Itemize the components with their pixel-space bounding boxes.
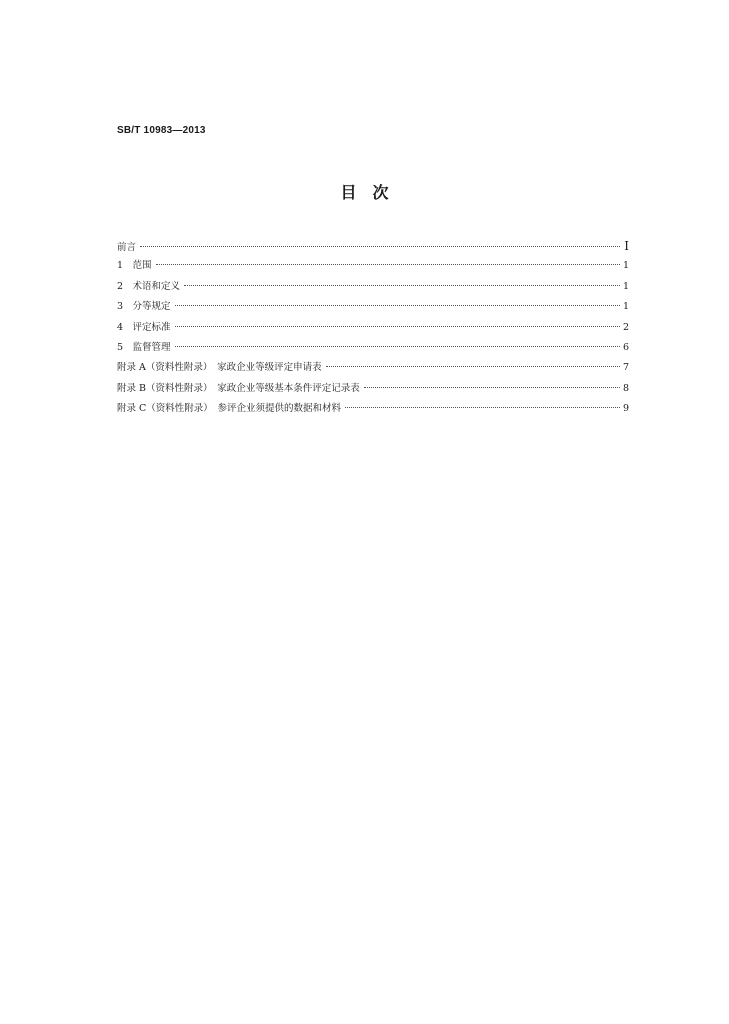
toc-entry-label: 附录 A（资料性附录） 家政企业等级评定申请表 [117, 362, 322, 374]
toc-entry-label: 5 监督管理 [117, 341, 171, 353]
toc-entry-page: 1 [622, 260, 629, 272]
toc-entry-page: 7 [622, 362, 629, 374]
toc-leader-dots [140, 245, 620, 247]
toc-entry-label: 1 范围 [117, 260, 152, 272]
toc-entry-terms[interactable] [117, 277, 629, 297]
toc-entry-label: 2 术语和定义 [117, 280, 181, 292]
toc-entry-page: 2 [622, 321, 629, 333]
toc-entry-page: 6 [622, 341, 629, 353]
toc-entry-label: 附录 C（资料性附录） 参评企业须提供的数据和材料 [117, 403, 342, 415]
toc-leader-dots [326, 365, 620, 367]
toc-entry-page: 1 [622, 301, 629, 313]
toc-entry-annex-c[interactable] [117, 399, 629, 419]
toc-entry-label: 3 分等规定 [117, 301, 171, 313]
toc-entry-page: 1 [622, 280, 629, 292]
toc-entry-supervision[interactable] [117, 338, 629, 358]
toc-leader-dots [156, 263, 620, 265]
toc-entry-label: 4 评定标准 [117, 321, 171, 333]
toc-title: 目 次 [340, 183, 389, 202]
toc-entry-page: 9 [622, 403, 629, 415]
table-of-contents [117, 236, 629, 420]
toc-entry-page: Ⅰ [624, 239, 629, 253]
toc-entry-grading[interactable] [117, 297, 629, 317]
toc-entry-criteria[interactable] [117, 318, 629, 338]
toc-entry-scope[interactable] [117, 256, 629, 276]
standard-code: SB/T 10983—2013 [117, 125, 206, 136]
toc-leader-dots [175, 304, 620, 306]
toc-entry-annex-b[interactable] [117, 379, 629, 399]
toc-leader-dots [364, 386, 620, 388]
toc-entry-label: 附录 B（资料性附录） 家政企业等级基本条件评定记录表 [117, 382, 360, 394]
toc-entry-page: 8 [622, 382, 629, 394]
toc-leader-dots [175, 325, 620, 327]
toc-leader-dots [175, 345, 620, 347]
toc-entry-foreword[interactable] [117, 236, 629, 256]
toc-leader-dots [345, 406, 620, 408]
toc-entry-annex-a[interactable] [117, 358, 629, 378]
toc-leader-dots [184, 284, 620, 286]
toc-entry-label: 前言 [117, 242, 137, 253]
